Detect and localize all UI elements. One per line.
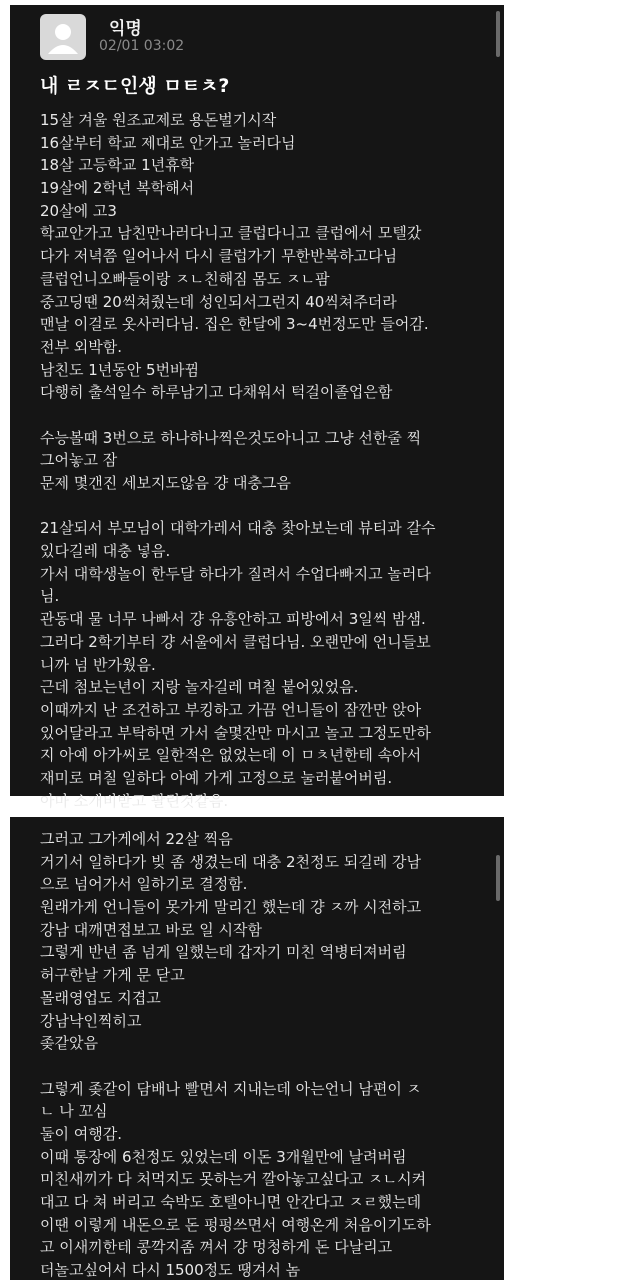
body-line: 재미로 며칠 일하다 아예 가게 고정으로 눌러붙어버림. bbox=[40, 768, 393, 787]
body-line: 16살부터 학교 제대로 안가고 놀러다님 bbox=[40, 133, 296, 152]
body-line: 님. bbox=[40, 587, 60, 606]
post-body bbox=[40, 109, 490, 812]
body-line bbox=[40, 495, 490, 518]
body-line bbox=[40, 404, 490, 427]
body-line: 이때까지 난 조건하고 부킹하고 가끔 언니들이 잠깐만 앉아 bbox=[40, 700, 422, 719]
body-line: 그러고 그가게에서 22살 찍음 bbox=[40, 830, 233, 848]
post-time: 02/01 03:02 bbox=[99, 38, 185, 54]
body-line: 거기서 일하다가 빚 좀 생겼는데 대충 2천정도 되길레 강남 bbox=[40, 852, 421, 871]
body-line: 그어놓고 잠 bbox=[40, 451, 118, 470]
body-line: 허구한날 가게 문 닫고 bbox=[40, 966, 185, 985]
author-name: 익명 bbox=[109, 19, 142, 39]
body-line: 그렇게 반년 좀 넘게 일했는데 갑자기 미친 역병터져버림 bbox=[40, 943, 407, 962]
body-line: 남친도 1년동안 5번바뀜 bbox=[40, 360, 200, 379]
body-line: 몰래영업도 지겹고 bbox=[40, 988, 161, 1007]
body-line: 강남 대깨면접보고 바로 일 시작함 bbox=[40, 920, 262, 939]
body-line: 좆같았음 bbox=[40, 1034, 98, 1053]
body-line: 고 이새끼한테 콩깍지좀 껴서 걍 멍청하게 돈 다날리고 bbox=[40, 1238, 393, 1257]
post-panel-2 bbox=[10, 817, 504, 1280]
body-line: 다행히 출석일수 하루남기고 다채워서 턱걸이졸업은함 bbox=[40, 383, 393, 402]
body-line: 중고딩땐 20씩쳐줬는데 성인되서그런지 40씩쳐주더라 bbox=[40, 292, 397, 311]
body-line: 다가 저녁쯤 일어나서 다시 클럽가기 무한반복하고다님 bbox=[40, 247, 398, 266]
scrollbar[interactable] bbox=[496, 11, 500, 57]
body-line: 15살 겨울 원조교제로 용돈벌기시작 bbox=[40, 111, 277, 129]
body-line: 가서 대학생놀이 한두달 하다가 질려서 수업다빠지고 놀러다 bbox=[40, 564, 431, 583]
post-title: 내 ㄹㅈㄷ인생 ㅁㅌㅊ? bbox=[40, 75, 230, 97]
body-line: 그러다 2학기부터 걍 서울에서 클럽다님. 오랜만에 언니들보 bbox=[40, 632, 431, 651]
body-line: 강남낙인찍히고 bbox=[40, 1011, 142, 1030]
body-line: 근데 첨보는년이 지랑 놀자길레 며칠 붙어있었음. bbox=[40, 678, 359, 697]
body-line: 둘이 여행감. bbox=[40, 1124, 122, 1143]
body-line: 있어달라고 부탁하면 가서 술몇잔만 마시고 놀고 그정도만하 bbox=[40, 723, 431, 742]
body-line: ㄴ 나 꼬심 bbox=[40, 1102, 108, 1121]
default-user-icon bbox=[40, 14, 86, 60]
body-line: 20살에 고3 bbox=[40, 201, 117, 220]
body-line: 이때 통장에 6천정도 있었는데 이돈 3개월만에 날려버림 bbox=[40, 1147, 407, 1166]
scrollbar[interactable] bbox=[496, 855, 500, 901]
body-line: 수능볼때 3번으로 하나하나찍은것도아니고 그냥 선한줄 찍 bbox=[40, 428, 422, 447]
body-line: 21살되서 부모님이 대학가레서 대충 찾아보는데 뷰티과 갈수 bbox=[40, 519, 436, 538]
body-line: 더놀고싶어서 다시 1500정도 땡겨서 놈 bbox=[40, 1261, 301, 1280]
body-line: 미친새끼가 다 처먹지도 못하는거 깔아놓고싶다고 ㅈㄴ시켜 bbox=[40, 1170, 427, 1189]
post-body-continued bbox=[40, 828, 490, 1282]
avatar bbox=[40, 14, 86, 60]
body-line: 지 아예 아가씨로 일한적은 없었는데 이 ㅁㅊ년한테 속아서 bbox=[40, 746, 422, 765]
body-line: 아마 소개비받고 팔린것같음. bbox=[40, 791, 229, 810]
body-line: 니까 넘 반가웠음. bbox=[40, 655, 156, 674]
body-line bbox=[40, 1055, 490, 1078]
body-line: 클럽언니오빠들이랑 ㅈㄴ친해짐 몸도 ㅈㄴ팜 bbox=[40, 269, 330, 288]
post-panel-1 bbox=[10, 5, 504, 810]
body-line: 관동대 물 너무 나빠서 걍 유흥안하고 피방에서 3일씩 밤샘. bbox=[40, 610, 426, 629]
body-line: 맨날 이걸로 옷사러다님. 집은 한달에 3~4번정도만 들어감. bbox=[40, 315, 429, 334]
body-line: 18살 고등학교 1년휴학 bbox=[40, 156, 195, 175]
body-line: 그렇게 좆같이 담배나 빨면서 지내는데 아는언니 남편이 ㅈ bbox=[40, 1079, 422, 1098]
body-line: 학교안가고 남친만나러다니고 클럽다니고 클럽에서 모텔갔 bbox=[40, 224, 422, 243]
body-line: 으로 넘어가서 일하기로 결정함. bbox=[40, 875, 248, 894]
body-line: 원래가게 언니들이 못가게 말리긴 했는데 걍 ㅈ까 시전하고 bbox=[40, 898, 422, 917]
body-line: 전부 외박함. bbox=[40, 337, 122, 356]
body-line: 문제 몇갠진 세보지도않음 걍 대충그음 bbox=[40, 474, 291, 492]
body-line: 이땐 이렇게 내돈으로 돈 펑펑쓰면서 여행온게 처음이기도하 bbox=[40, 1215, 431, 1234]
body-line: 대고 다 쳐 버리고 숙박도 호텔아니면 안간다고 ㅈㄹ했는데 bbox=[40, 1193, 422, 1211]
body-line: 있다길레 대충 넣음. bbox=[40, 542, 171, 561]
body-line: 19살에 2학년 복학해서 bbox=[40, 179, 195, 198]
